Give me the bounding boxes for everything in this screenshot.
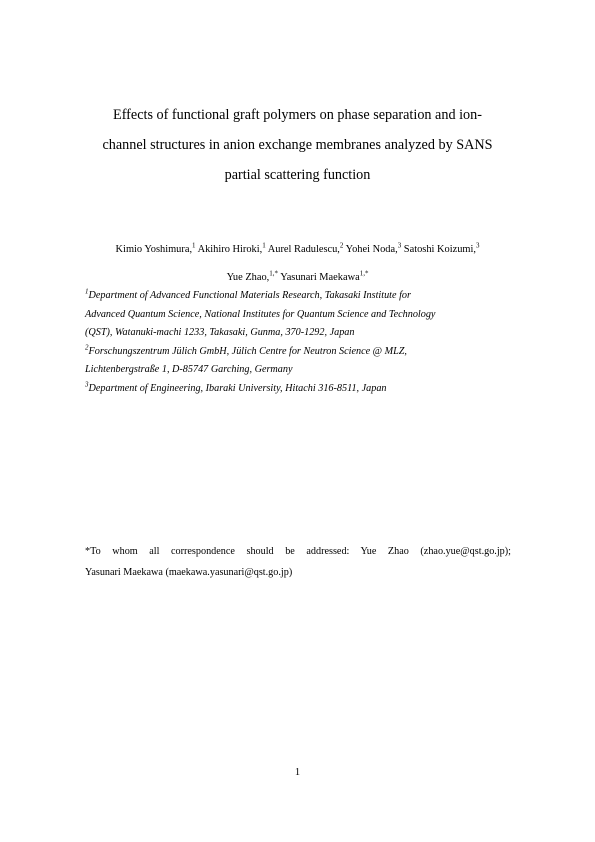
author-name: Yohei Noda,: [345, 244, 398, 255]
author-name: Satoshi Koizumi,: [403, 244, 476, 255]
author-name: Akihiro Hiroki,: [197, 244, 263, 255]
correspondence-line-1: *To whom all correspondence should be addressed: Yue Zhao (zhao.yue@qst.go.jp);: [85, 546, 511, 557]
affiliation-list: [85, 287, 525, 398]
affiliation-2-line-2: Lichtenbergstraße 1, D-85747 Garching, Germany: [85, 364, 293, 375]
title-line-3: partial scattering function: [224, 167, 371, 183]
page-number: 1: [294, 767, 301, 778]
author-line-1: [50, 236, 545, 264]
title-line-1: Effects of functional graft polymers on phase separation and ion-: [113, 107, 482, 123]
correspondence-line-2: Yasunari Maekawa (maekawa.yasunari@qst.go.jp): [85, 567, 293, 578]
author-name: Aurel Radulescu,: [267, 244, 340, 255]
author-affiliation-mark: 1,*: [269, 269, 279, 278]
affiliation-1-line-1: $^1$Department of Advanced Functional Materials Research, Takasaki Institute for: [85, 287, 411, 301]
author-affiliation-mark: 1: [262, 241, 266, 250]
author-affiliation-mark: 3: [397, 241, 402, 250]
title-line-2: channel structures in anion exchange membranes analyzed by SANS: [102, 137, 493, 153]
affiliation-1-line-2: Advanced Quantum Science, National Institutes for Quantum Science and Technology: [85, 308, 436, 320]
author-name: Yue Zhao,: [226, 272, 270, 283]
affiliation-mark: 3: [85, 380, 89, 389]
affiliation-mark: 2: [85, 343, 89, 352]
correspondence-note: [85, 541, 511, 583]
affiliation-1-line-3: (QST), Watanuki-machi 1233, Takasaki, Gunma, 370-1292, Japan: [85, 327, 355, 338]
author-affiliation-mark: 2: [339, 241, 344, 250]
author-affiliation-mark: 1,*: [359, 269, 369, 278]
author-affiliation-mark: 3: [475, 241, 480, 250]
author-name: Yasunari Maekawa: [280, 272, 360, 283]
paper-title: [60, 100, 535, 190]
author-list: [50, 236, 545, 292]
affiliation-2-line-1: $^2$Forschungszentrum Jülich GmbH, Jülich Centre for Neutron Science @ MLZ,: [85, 343, 407, 357]
affiliation-mark: 1: [85, 287, 89, 296]
affiliation-3-line-1: $^3$Department of Engineering, Ibaraki University, Hitachi 316-8511, Japan: [85, 380, 387, 394]
author-affiliation-mark: 1: [192, 241, 196, 250]
author-name: Kimio Yoshimura,: [115, 244, 193, 255]
